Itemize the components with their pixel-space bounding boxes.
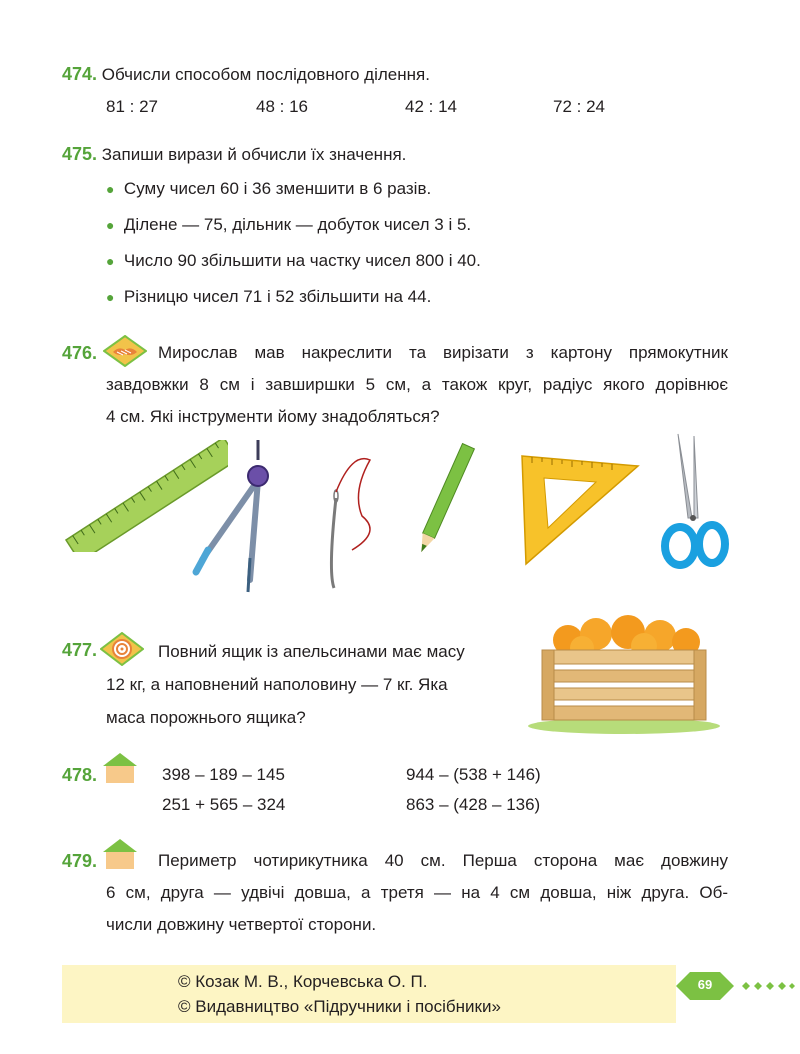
pencil-icon xyxy=(408,440,480,572)
problem-text-line: маса порожнього ящика? xyxy=(106,708,306,727)
bullet-icon: ● xyxy=(106,253,115,269)
expression: 863 – (428 – 136) xyxy=(406,795,541,814)
problem-text-line: 12 кг, а наповнений наполовину — 7 кг. Яка xyxy=(106,675,448,694)
bullet-icon: ● xyxy=(106,217,115,233)
problem-text-line: 4 см. Які інструменти йому знадобляться? xyxy=(106,407,440,426)
list-item xyxy=(106,251,481,271)
list-item-text: Число 90 збільшити на частку чисел 800 і 40. xyxy=(123,251,481,270)
house-icon xyxy=(102,838,138,870)
set-square-icon xyxy=(518,452,642,570)
bullet-icon: ● xyxy=(106,181,115,197)
problem-text-line: Повний ящик із апельсинами має масу xyxy=(158,642,465,661)
problem-text: Запиши вирази й обчисли їх значення. xyxy=(101,145,407,164)
problem-number: 478. xyxy=(62,765,98,785)
expression: 72 : 24 xyxy=(553,97,605,116)
problem-text: Обчисли способом послідовного ділення. xyxy=(101,65,430,84)
scissors-icon xyxy=(658,432,732,572)
house-icon xyxy=(102,752,138,784)
problem-number: 476. xyxy=(62,343,98,363)
target-diamond-icon xyxy=(100,632,144,666)
compass-icon xyxy=(188,440,282,600)
problem-number: 479. xyxy=(62,851,98,871)
list-item-text: Ділене — 75, дільник — добуток чисел 3 і 5. xyxy=(123,215,472,234)
handshake-diamond-icon xyxy=(103,335,147,367)
copyright-authors: © Козак М. В., Корчевська О. П. xyxy=(178,972,428,991)
copyright-publisher: © Видавництво «Підручники і посібники» xyxy=(178,997,501,1016)
problem-text-line: Периметр чотирикутника 40 см. Перша сторона має довжину xyxy=(158,851,728,870)
problem-text-line: 6 см, друга — удвічі довша, а третя — на 4 см довша, ніж друга. Об- xyxy=(106,883,728,902)
expression: 251 + 565 – 324 xyxy=(162,795,286,814)
expression: 42 : 14 xyxy=(405,97,457,116)
problem-number: 474. xyxy=(62,64,98,84)
list-item xyxy=(106,215,471,235)
list-item-text: Різницю чисел 71 і 52 збільшити на 44. xyxy=(123,287,432,306)
list-item xyxy=(106,179,431,199)
list-item-text: Суму чисел 60 і 36 зменшити в 6 разів. xyxy=(123,179,432,198)
problem-text-line: завдовжки 8 см і завширшки 5 см, а також круг, радіус якого дорівнює xyxy=(106,375,728,394)
problem-text-line: числи довжину четвертої сторони. xyxy=(106,915,377,934)
page-number: 69 xyxy=(697,977,713,992)
expression: 48 : 16 xyxy=(256,97,308,116)
problem-number: 477. xyxy=(62,640,98,660)
problem-474 xyxy=(62,64,430,85)
orange-crate-icon xyxy=(526,614,722,734)
expression: 398 – 189 – 145 xyxy=(162,765,285,784)
problem-number: 475. xyxy=(62,144,98,164)
needle-thread-icon xyxy=(322,452,384,592)
problem-475 xyxy=(62,144,406,165)
list-item xyxy=(106,287,431,307)
expression: 81 : 27 xyxy=(106,97,158,116)
problem-text-line: Мирослав мав накреслити та вирізати з картону прямокутник xyxy=(158,343,728,362)
expression: 944 – (538 + 146) xyxy=(406,765,541,784)
bullet-icon: ● xyxy=(106,289,115,305)
